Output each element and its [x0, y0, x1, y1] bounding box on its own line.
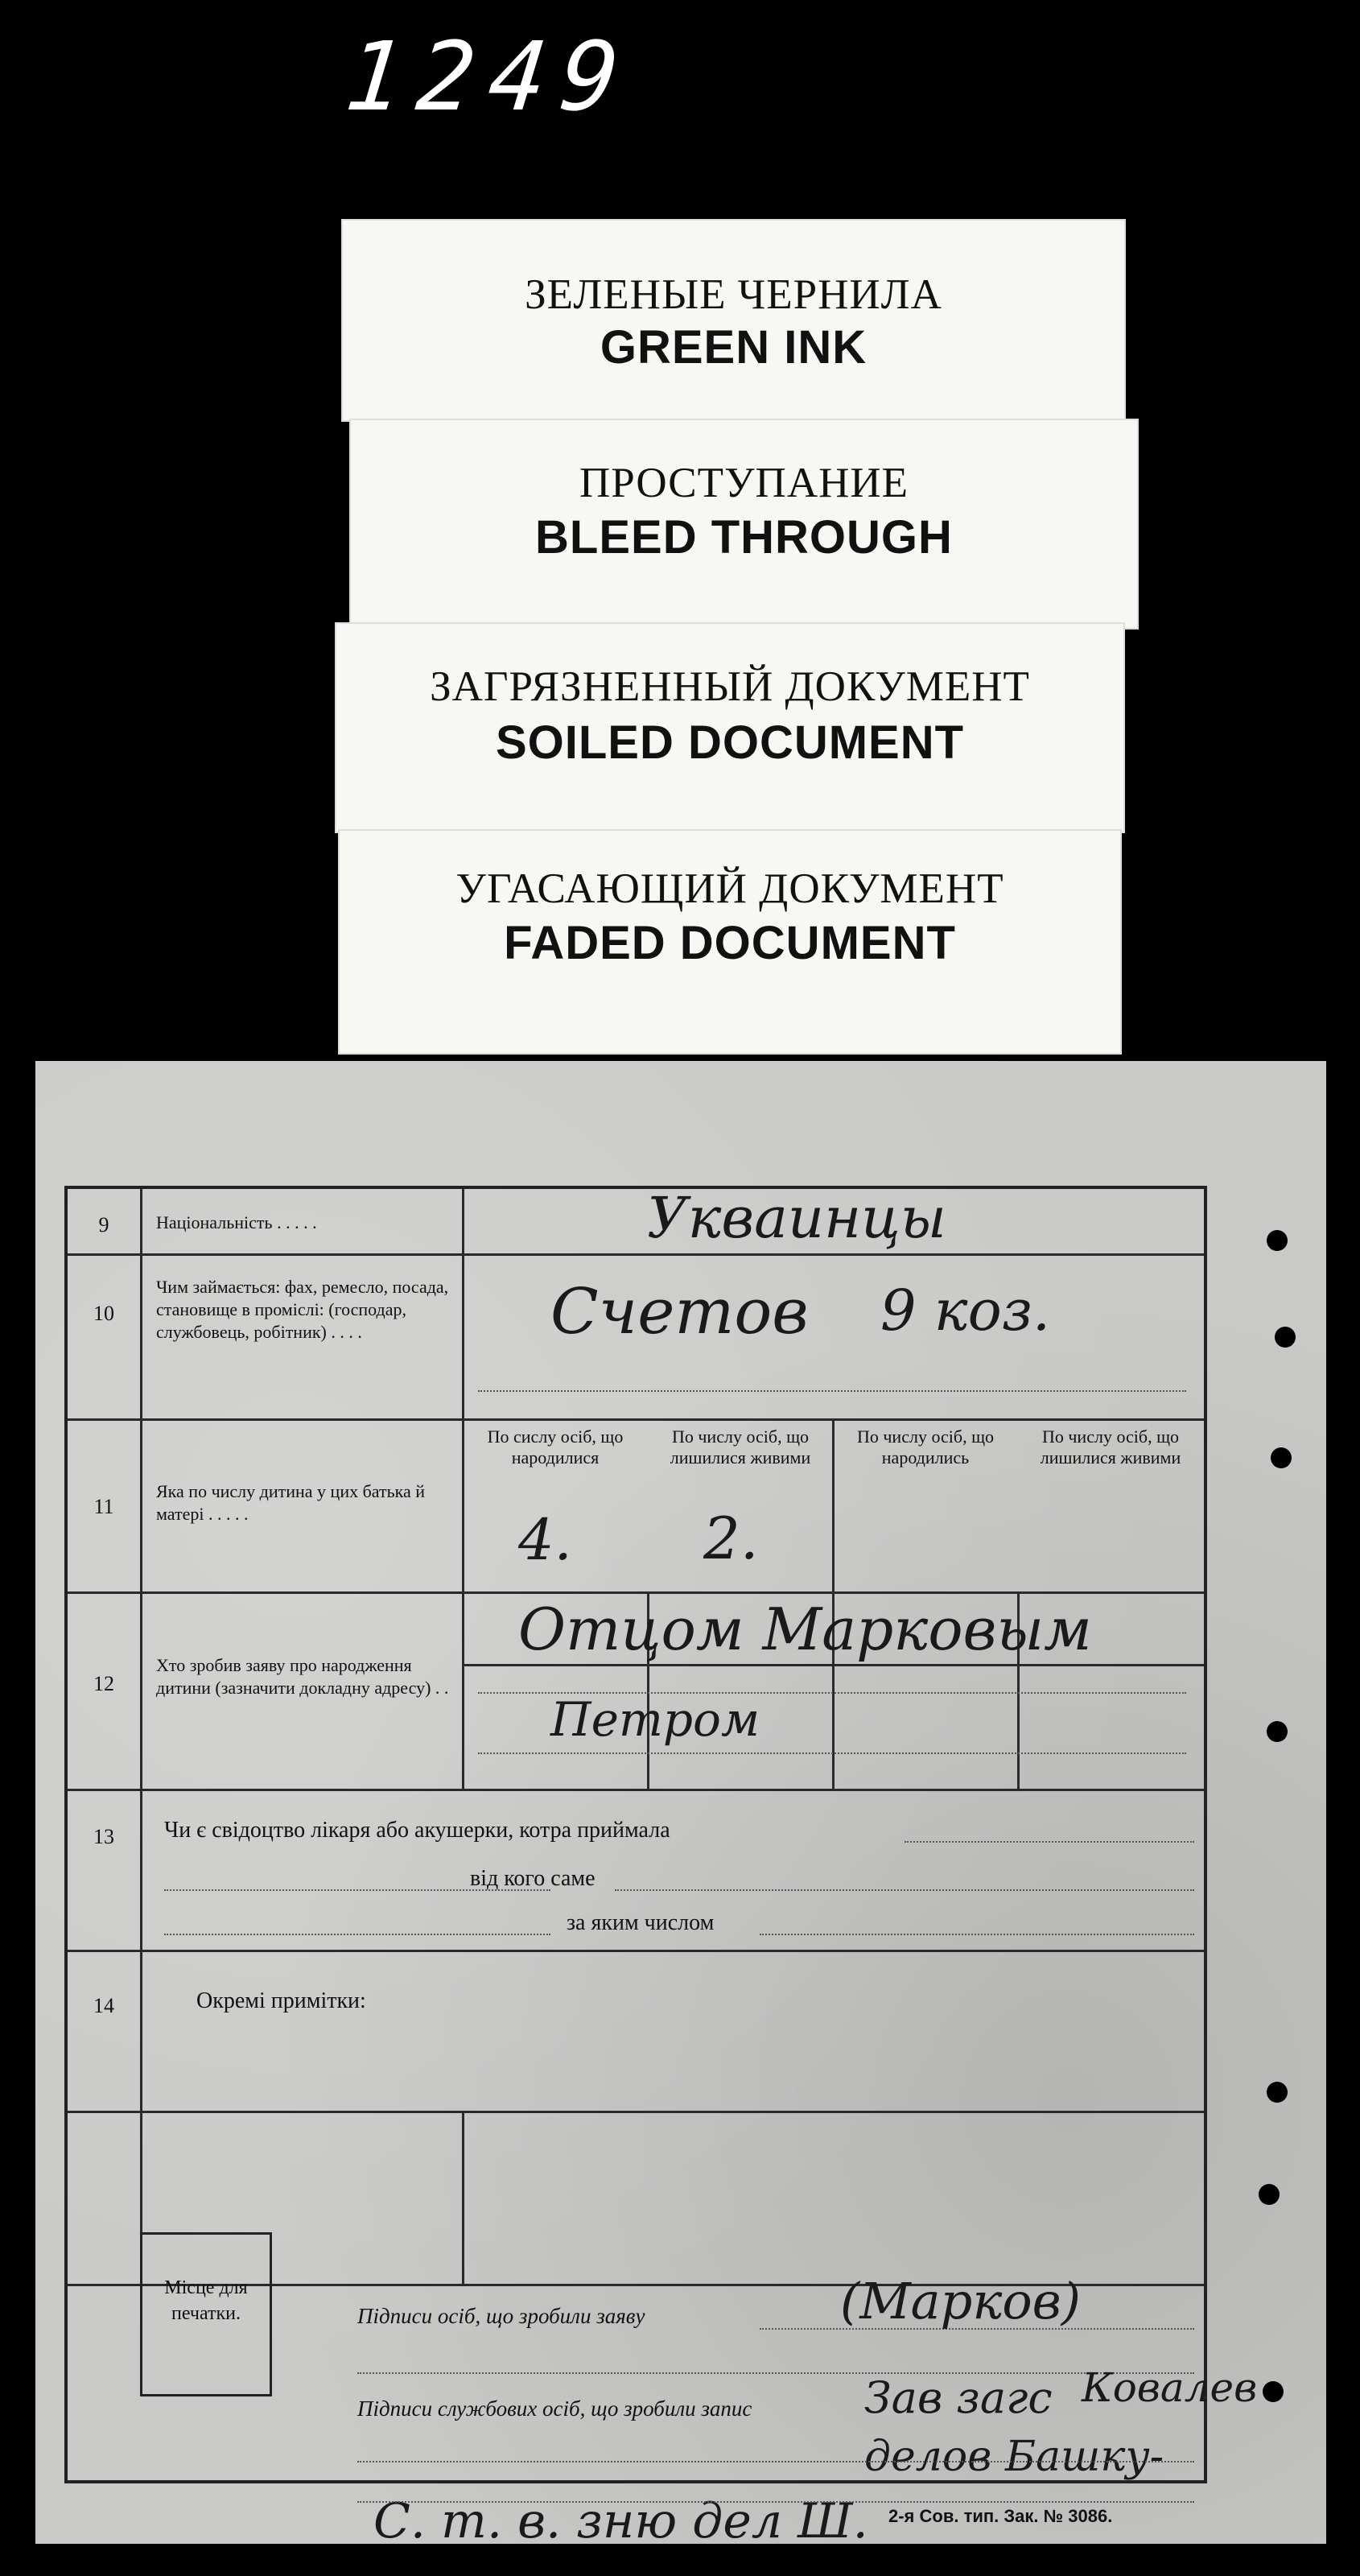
col-header-born-2: По числу осіб, що народились	[856, 1426, 995, 1468]
stamp-place-label: Місце для печатки.	[164, 2277, 248, 2324]
green-ink-ru: ЗЕЛЕНЫЕ ЧЕРНИЛА	[525, 271, 942, 318]
bleed-through-label	[349, 419, 1139, 630]
dotted-line	[357, 2501, 1194, 2503]
row-10-value-2: 9 коз.	[880, 1278, 1051, 1344]
col-header-living-2: По числу осіб, що лишилися живими	[1040, 1426, 1181, 1468]
row-divider	[68, 1950, 1204, 1952]
row-divider	[68, 2111, 1204, 2113]
row-13-line-1: Чи є свідоцтво лікаря або акушерки, котра приймала	[164, 1818, 670, 1843]
dotted-line	[357, 2372, 1194, 2374]
col-divider	[462, 1189, 464, 1789]
official-signature-2: Ковалев	[1082, 2364, 1258, 2411]
col-divider	[462, 2111, 464, 2284]
frame-number: 1249	[340, 21, 639, 132]
col-header-born: По сислу осіб, що народилися	[487, 1426, 624, 1468]
applicants-signature: (Марков)	[840, 2272, 1081, 2330]
soiled-en: SOILED DOCUMENT	[495, 716, 965, 769]
punch-hole	[1259, 2184, 1280, 2205]
punch-hole	[1267, 1721, 1288, 1742]
dotted-line	[478, 1390, 1186, 1392]
bleed-through-ru: ПРОСТУПАНИЕ	[579, 460, 909, 506]
row-12-value-2: Петром	[550, 1692, 760, 1747]
stamp-place-box	[140, 2232, 272, 2396]
dotted-line	[760, 1934, 1194, 1935]
row-10-value: Счетов	[550, 1276, 809, 1348]
row-divider	[68, 1418, 1204, 1421]
green-ink-en: GREEN INK	[600, 321, 868, 374]
row-divider	[68, 1253, 1204, 1256]
bleed-through-en: BLEED THROUGH	[535, 511, 953, 564]
row-11-value-living: 2.	[703, 1505, 759, 1572]
official-signature-1: Зав загс	[864, 2372, 1053, 2423]
dotted-line	[905, 1841, 1194, 1843]
col-header-living: По числу осіб, що лишилися живими	[670, 1426, 811, 1468]
faded-ru: УГАСАЮЩИЙ ДОКУМЕНТ	[455, 865, 1004, 912]
green-ink-label	[341, 219, 1126, 422]
row-9-label: Національність . . . . .	[156, 1212, 317, 1232]
row-divider	[68, 1591, 1204, 1594]
row-12-label: Хто зробив заяву про народження дитини (зазначити докладну адресу) . .	[156, 1655, 449, 1698]
row-9-number: 9	[98, 1213, 109, 1236]
faded-en: FADED DOCUMENT	[504, 917, 956, 969]
row-13-line-3: за яким числом	[567, 1910, 715, 1935]
punch-hole	[1267, 1230, 1288, 1251]
row-10-label: Чим займається: фах, ремесло, посада, становище в проміслі: (господар, службовець, робітник) . . . .	[156, 1277, 449, 1342]
dotted-line	[478, 1692, 1186, 1694]
soiled-document-label	[335, 622, 1125, 833]
birth-record-form	[35, 1061, 1326, 2549]
official-signature-3: делов Башку-	[864, 2433, 1164, 2481]
row-14-label: Окремі примітки:	[196, 1988, 366, 2013]
dotted-line	[478, 1752, 1186, 1754]
dotted-line	[615, 1889, 1194, 1891]
row-14-number: 14	[93, 1994, 114, 2017]
dotted-line	[164, 1934, 550, 1935]
row-11-number: 11	[93, 1495, 114, 1518]
punch-hole	[1271, 1447, 1292, 1468]
row-12-value: Отцом Марковым	[518, 1596, 1092, 1663]
row-11-value-born: 4.	[518, 1507, 572, 1573]
applicants-signature-label: Підписи осіб, що зробили заяву	[357, 2304, 645, 2328]
row-9-value: Укваинцы	[647, 1185, 946, 1251]
printer-imprint: 2-я Сов. тип. Зак. № 3086.	[888, 2506, 1113, 2526]
row-divider	[68, 1789, 1204, 1791]
row-10-number: 10	[93, 1302, 114, 1325]
dotted-line	[357, 2461, 1194, 2462]
faded-document-label	[338, 829, 1122, 1055]
row-12-number: 12	[93, 1672, 114, 1695]
officials-signature-label: Підписи службових осіб, що зробили запис	[357, 2396, 752, 2421]
col-divider	[140, 1189, 142, 1950]
row-13-line-2: від кого саме	[470, 1866, 596, 1891]
punch-hole	[1267, 2082, 1288, 2103]
punch-hole	[1263, 2381, 1284, 2402]
row-11-label: Яка по числу дитина у цих батька й матері . . . . .	[156, 1481, 426, 1524]
row-13-number: 13	[93, 1825, 114, 1848]
punch-hole	[1275, 1327, 1296, 1348]
col-header-divider	[462, 1664, 1204, 1666]
soiled-ru: ЗАГРЯЗНЕННЫЙ ДОКУМЕНТ	[430, 663, 1030, 710]
official-signature-4: С. т. в. зню дел Ш.	[373, 2493, 868, 2549]
